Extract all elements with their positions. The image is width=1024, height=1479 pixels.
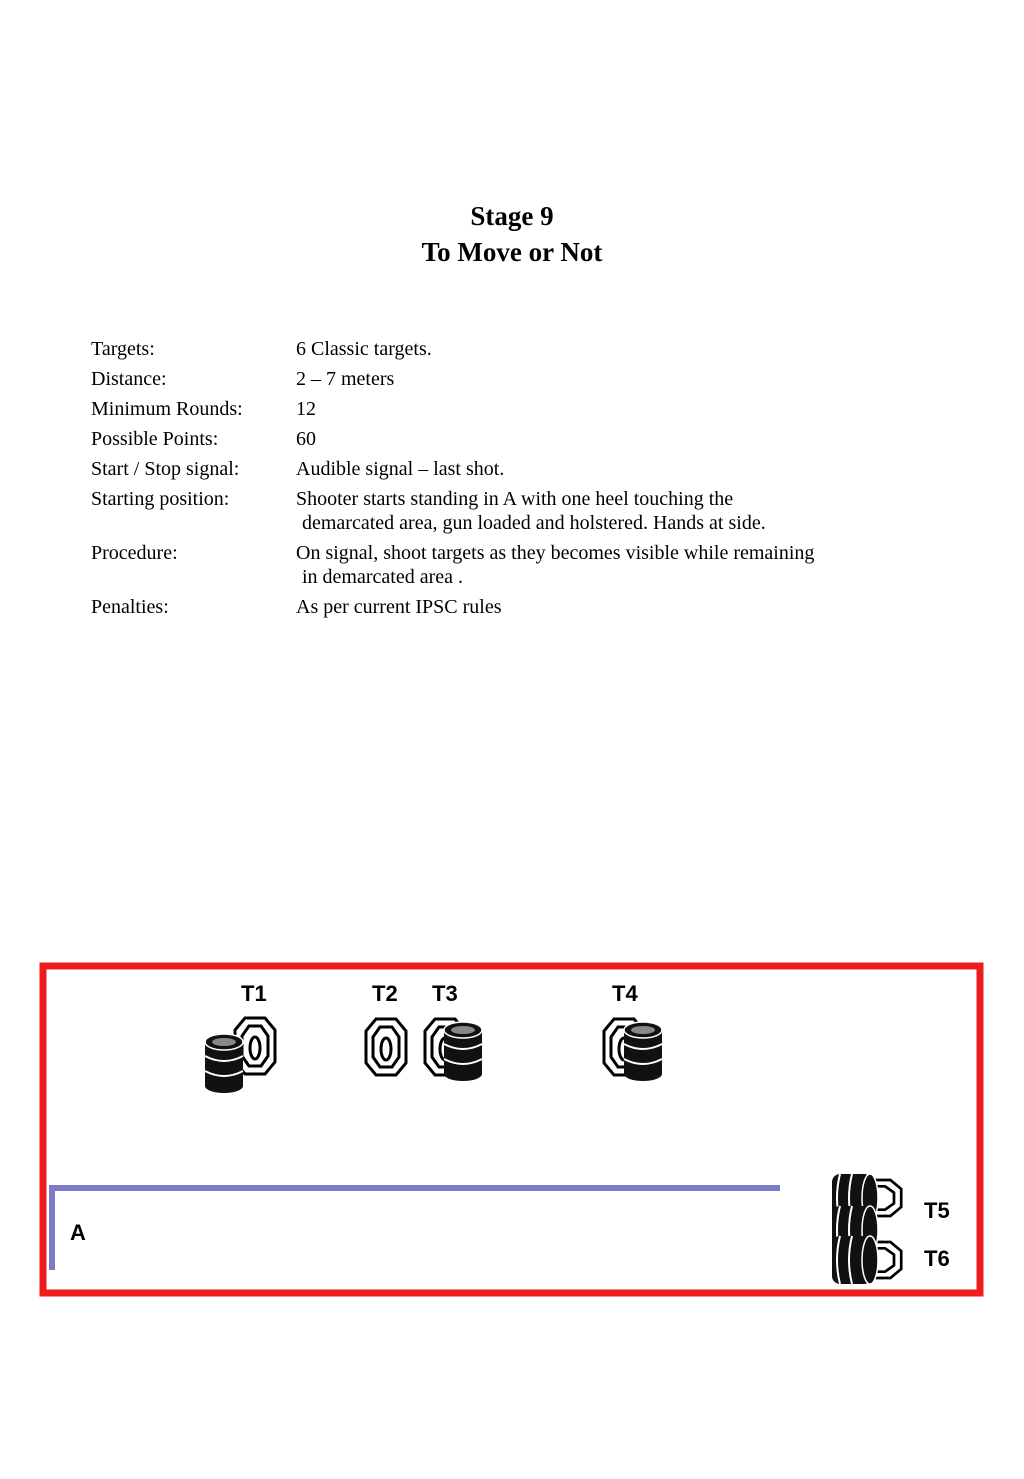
info-row-points [91, 427, 971, 451]
target-label-t6: T6 [924, 1246, 950, 1271]
target-label-t3: T3 [432, 981, 458, 1006]
target-label-t5: T5 [924, 1198, 950, 1223]
barrel-t6-icon [832, 1236, 878, 1284]
info-row-start-position [91, 487, 971, 535]
area-a-label: A [70, 1220, 86, 1245]
target-label-t1: T1 [241, 981, 267, 1006]
procedure-line-2: in demarcated area . [302, 566, 464, 588]
distance-value: 2 – 7 meters [296, 368, 395, 390]
points-label: Possible Points: [91, 428, 219, 450]
targets-value: 6 Classic targets. [296, 338, 432, 360]
procedure-label: Procedure: [91, 542, 178, 564]
barrel-t1-icon [205, 1034, 243, 1093]
min-rounds-value: 12 [296, 398, 316, 420]
start-position-label: Starting position: [91, 488, 230, 510]
barrel-t4-icon [624, 1022, 662, 1081]
barrel-t3-icon [444, 1022, 482, 1081]
distance-label: Distance: [91, 368, 167, 390]
info-row-targets [91, 337, 971, 361]
procedure-line-1: On signal, shoot targets as they becomes visible while remaining [296, 542, 815, 564]
points-value: 60 [296, 428, 316, 450]
info-row-distance [91, 367, 971, 391]
signal-value: Audible signal – last shot. [296, 458, 505, 480]
targets-label: Targets: [91, 338, 155, 360]
fault-line [52, 1188, 780, 1270]
start-position-value [296, 487, 971, 535]
target-label-t4: T4 [612, 981, 638, 1006]
penalties-value: As per current IPSC rules [296, 596, 502, 618]
start-position-line-2: demarcated area, gun loaded and holstered. Hands at side. [302, 512, 766, 534]
page-title: Stage 9 [470, 201, 554, 231]
target-label-t2: T2 [372, 981, 398, 1006]
stage-diagram [0, 955, 1024, 1305]
penalties-label: Penalties: [91, 596, 169, 618]
page-subtitle: To Move or Not [421, 237, 603, 267]
stage-info [91, 337, 971, 625]
info-row-signal [91, 457, 971, 481]
info-row-penalties [91, 595, 971, 619]
target-t2-icon [366, 1019, 406, 1075]
info-row-min-rounds [91, 397, 971, 421]
min-rounds-label: Minimum Rounds: [91, 398, 243, 420]
info-row-procedure [91, 541, 971, 589]
signal-label: Start / Stop signal: [91, 458, 240, 480]
start-position-line-1: Shooter starts standing in A with one heel touching the [296, 488, 734, 510]
procedure-value [296, 541, 971, 589]
